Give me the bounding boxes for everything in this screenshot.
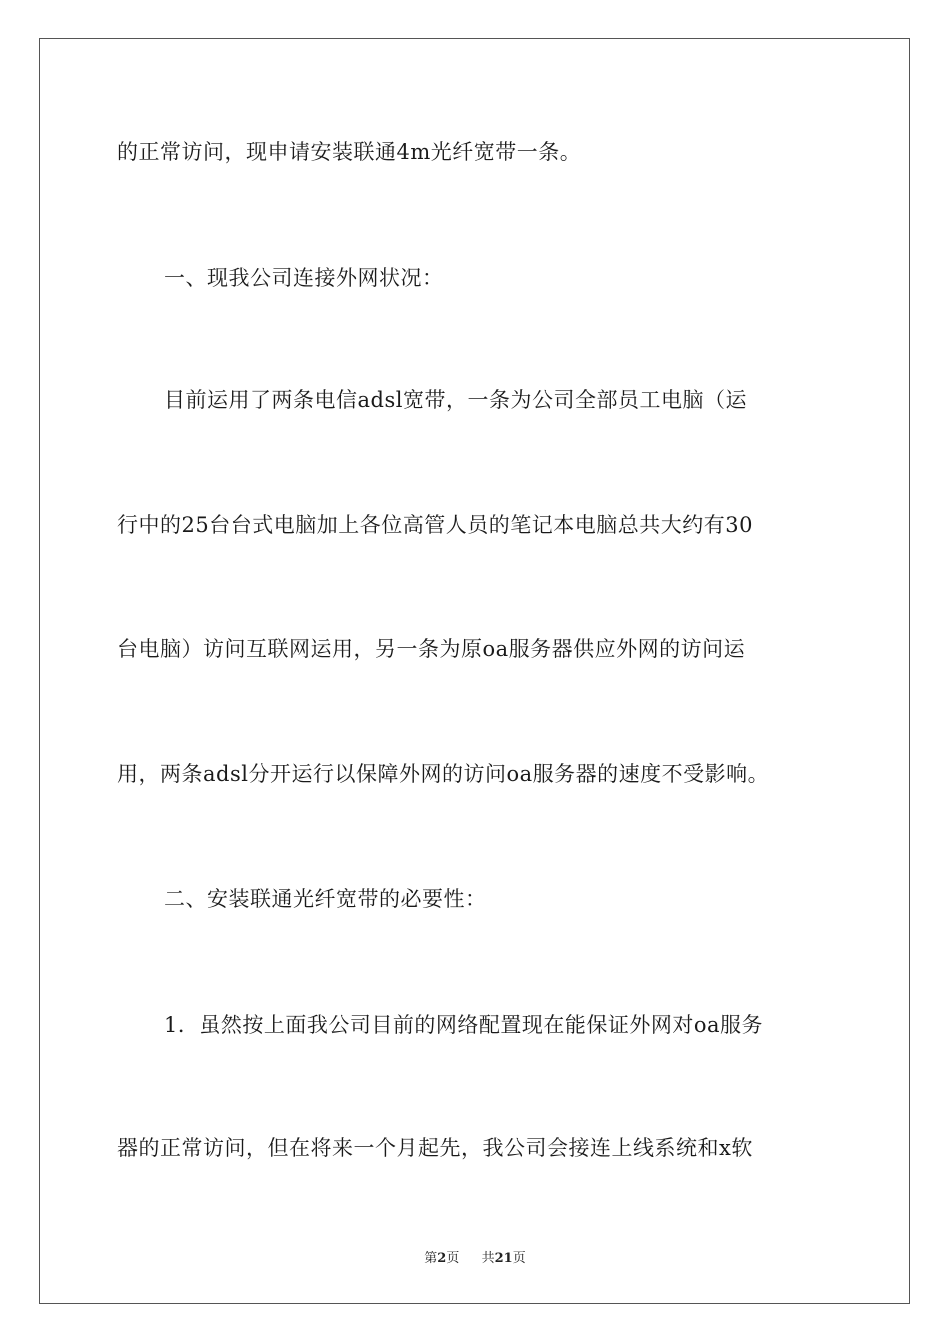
page-frame: [39, 38, 910, 1304]
text-line-1: 的正常访问，现申请安装联通4m光纤宽带一条。: [117, 140, 582, 164]
footer-page-suffix: 页: [446, 1251, 460, 1266]
heading-necessity: 二、安装联通光纤宽带的必要性：: [164, 887, 487, 911]
text-line-9: 器的正常访问，但在将来一个月起先，我公司会接连上线系统和x软: [117, 1136, 753, 1160]
footer-page-prefix: 第: [424, 1251, 438, 1266]
text-line-5: 台电脑）访问互联网运用，另一条为原oa服务器供应外网的访问运: [117, 637, 746, 661]
text-line-6: 用，两条adsl分开运行以保障外网的访问oa服务器的速度不受影响。: [117, 762, 770, 786]
page-footer: [0, 1247, 950, 1266]
footer-total-pages: 21: [494, 1251, 513, 1266]
heading-current-status: 一、现我公司连接外网状况：: [164, 266, 444, 290]
text-line-8: 1．虽然按上面我公司目前的网络配置现在能保证外网对oa服务: [164, 1013, 764, 1037]
text-line-3: 目前运用了两条电信adsl宽带，一条为公司全部员工电脑（运: [164, 388, 747, 412]
footer-page-number: 2: [437, 1251, 447, 1266]
footer-total-suffix: 页: [512, 1251, 526, 1266]
text-line-4: 行中的25台台式电脑加上各位高管人员的笔记本电脑总共大约有30: [117, 513, 753, 537]
footer-total-prefix: 共: [481, 1251, 495, 1266]
